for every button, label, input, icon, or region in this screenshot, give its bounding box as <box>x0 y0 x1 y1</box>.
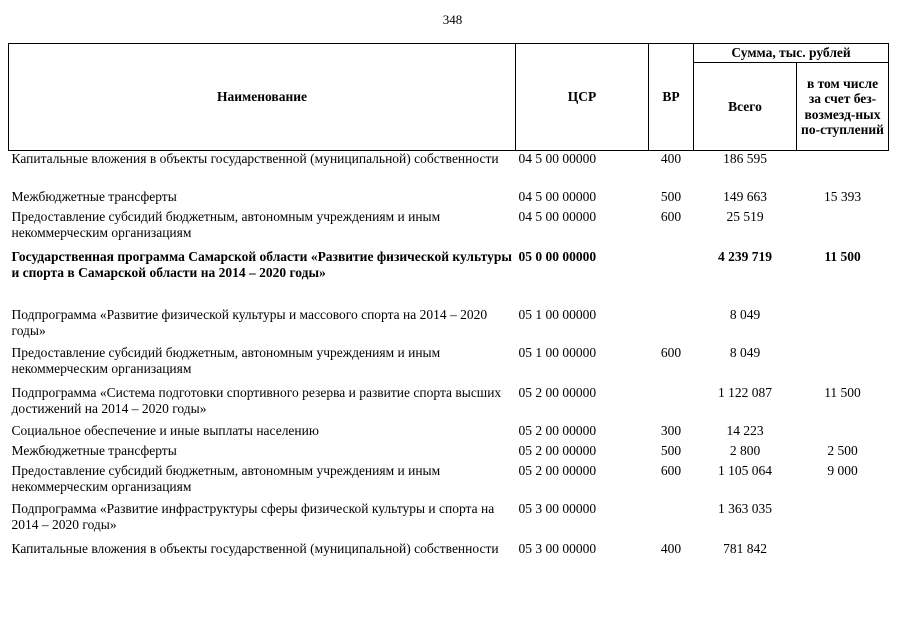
cell-vr: 500 <box>660 442 682 458</box>
table-row <box>9 463 889 501</box>
cell-name: Государственная программа Самарской области «Развитие физической культуры и спорта в Самарской области на 2014 – 2020 годы» <box>11 248 512 280</box>
cell-vr: 400 <box>660 540 682 556</box>
cell-csr: 04 5 00 00000 <box>518 188 597 204</box>
cell-vr: 600 <box>660 208 682 224</box>
cell-csr: 05 3 00 00000 <box>518 500 597 516</box>
cell-csr: 05 3 00 00000 <box>518 540 597 556</box>
cell-total: 25 519 <box>726 208 764 224</box>
header-sum: Сумма, тыс. рублей <box>694 44 889 63</box>
table-row <box>9 189 889 209</box>
table-row <box>9 249 889 307</box>
cell-gratuitous: 11 500 <box>824 384 861 400</box>
cell-vr <box>649 307 694 345</box>
table-row <box>9 423 889 443</box>
cell-vr <box>649 385 694 423</box>
header-gratuitous: в том числе за счет без-возмезд-ных по-ступлений <box>797 63 889 151</box>
header-vr: ВР <box>649 44 694 151</box>
cell-gratuitous <box>797 345 889 385</box>
cell-total: 1 363 035 <box>718 500 772 516</box>
budget-table <box>8 43 889 581</box>
table-row <box>9 151 889 189</box>
cell-vr: 600 <box>660 344 682 360</box>
table-row <box>9 209 889 249</box>
cell-vr: 500 <box>660 188 682 204</box>
cell-csr: 05 0 00 00000 <box>518 248 597 264</box>
cell-total: 781 842 <box>723 540 767 556</box>
cell-csr: 05 1 00 00000 <box>518 344 597 360</box>
cell-name: Капитальные вложения в объекты государственной (муниципальной) собственности <box>11 540 499 556</box>
header-csr: ЦСР <box>516 44 649 151</box>
table-header <box>9 44 889 151</box>
table-row <box>9 443 889 463</box>
cell-total: 14 223 <box>726 422 764 438</box>
cell-name: Предоставление субсидий бюджетным, автономным учреждениям и иным некоммерческим организациям <box>11 344 441 376</box>
cell-vr: 600 <box>660 462 682 478</box>
cell-name: Подпрограмма «Система подготовки спортивного резерва и развитие спорта высших достижений на 2014 – 2020 годы» <box>11 384 502 416</box>
cell-total: 1 105 064 <box>718 462 772 478</box>
cell-total: 1 122 087 <box>718 384 772 400</box>
cell-gratuitous: 15 393 <box>823 188 862 204</box>
cell-vr: 300 <box>660 422 682 438</box>
cell-gratuitous <box>797 501 889 541</box>
cell-name: Подпрограмма «Развитие инфраструктуры сферы физической культуры и спорта на 2014 – 2020 годы» <box>11 500 495 532</box>
table-row <box>9 345 889 385</box>
cell-gratuitous <box>797 151 889 189</box>
cell-csr: 05 2 00 00000 <box>518 462 597 478</box>
cell-total: 2 800 <box>729 442 761 458</box>
table-row <box>9 501 889 541</box>
cell-vr <box>649 501 694 541</box>
cell-name: Капитальные вложения в объекты государственной (муниципальной) собственности <box>11 151 499 166</box>
cell-csr: 04 5 00 00000 <box>518 151 597 166</box>
header-name: Наименование <box>9 44 516 151</box>
cell-csr: 05 2 00 00000 <box>518 384 597 400</box>
cell-name: Предоставление субсидий бюджетным, автономным учреждениям и иным некоммерческим организациям <box>11 462 441 494</box>
page-number: 348 <box>442 12 463 27</box>
cell-gratuitous: 11 500 <box>824 248 861 264</box>
cell-gratuitous <box>797 423 889 443</box>
cell-total: 4 239 719 <box>718 248 772 264</box>
cell-gratuitous: 9 000 <box>827 462 858 478</box>
cell-name: Предоставление субсидий бюджетным, автономным учреждениям и иным некоммерческим организациям <box>11 208 441 240</box>
cell-csr: 05 2 00 00000 <box>518 422 597 438</box>
cell-vr: 400 <box>660 151 682 166</box>
table-row <box>9 385 889 423</box>
cell-total: 8 049 <box>729 306 761 322</box>
cell-csr: 04 5 00 00000 <box>518 208 597 224</box>
cell-gratuitous: 2 500 <box>827 442 858 458</box>
table-body <box>9 151 889 581</box>
cell-name: Межбюджетные трансферты <box>11 188 177 204</box>
cell-name: Подпрограмма «Развитие физической культуры и массового спорта на 2014 – 2020 годы» <box>11 306 488 338</box>
cell-vr <box>649 249 694 307</box>
cell-csr: 05 2 00 00000 <box>518 442 597 458</box>
cell-total: 8 049 <box>729 344 761 360</box>
cell-name: Межбюджетные трансферты <box>11 442 177 458</box>
cell-gratuitous <box>797 307 889 345</box>
cell-total: 186 595 <box>723 151 767 166</box>
cell-gratuitous <box>797 209 889 249</box>
header-total: Всего <box>694 63 797 151</box>
table-row <box>9 307 889 345</box>
cell-gratuitous <box>797 541 889 581</box>
cell-name: Социальное обеспечение и иные выплаты населению <box>11 422 319 438</box>
table-row <box>9 541 889 581</box>
cell-csr: 05 1 00 00000 <box>518 306 597 322</box>
cell-total: 149 663 <box>723 188 767 204</box>
